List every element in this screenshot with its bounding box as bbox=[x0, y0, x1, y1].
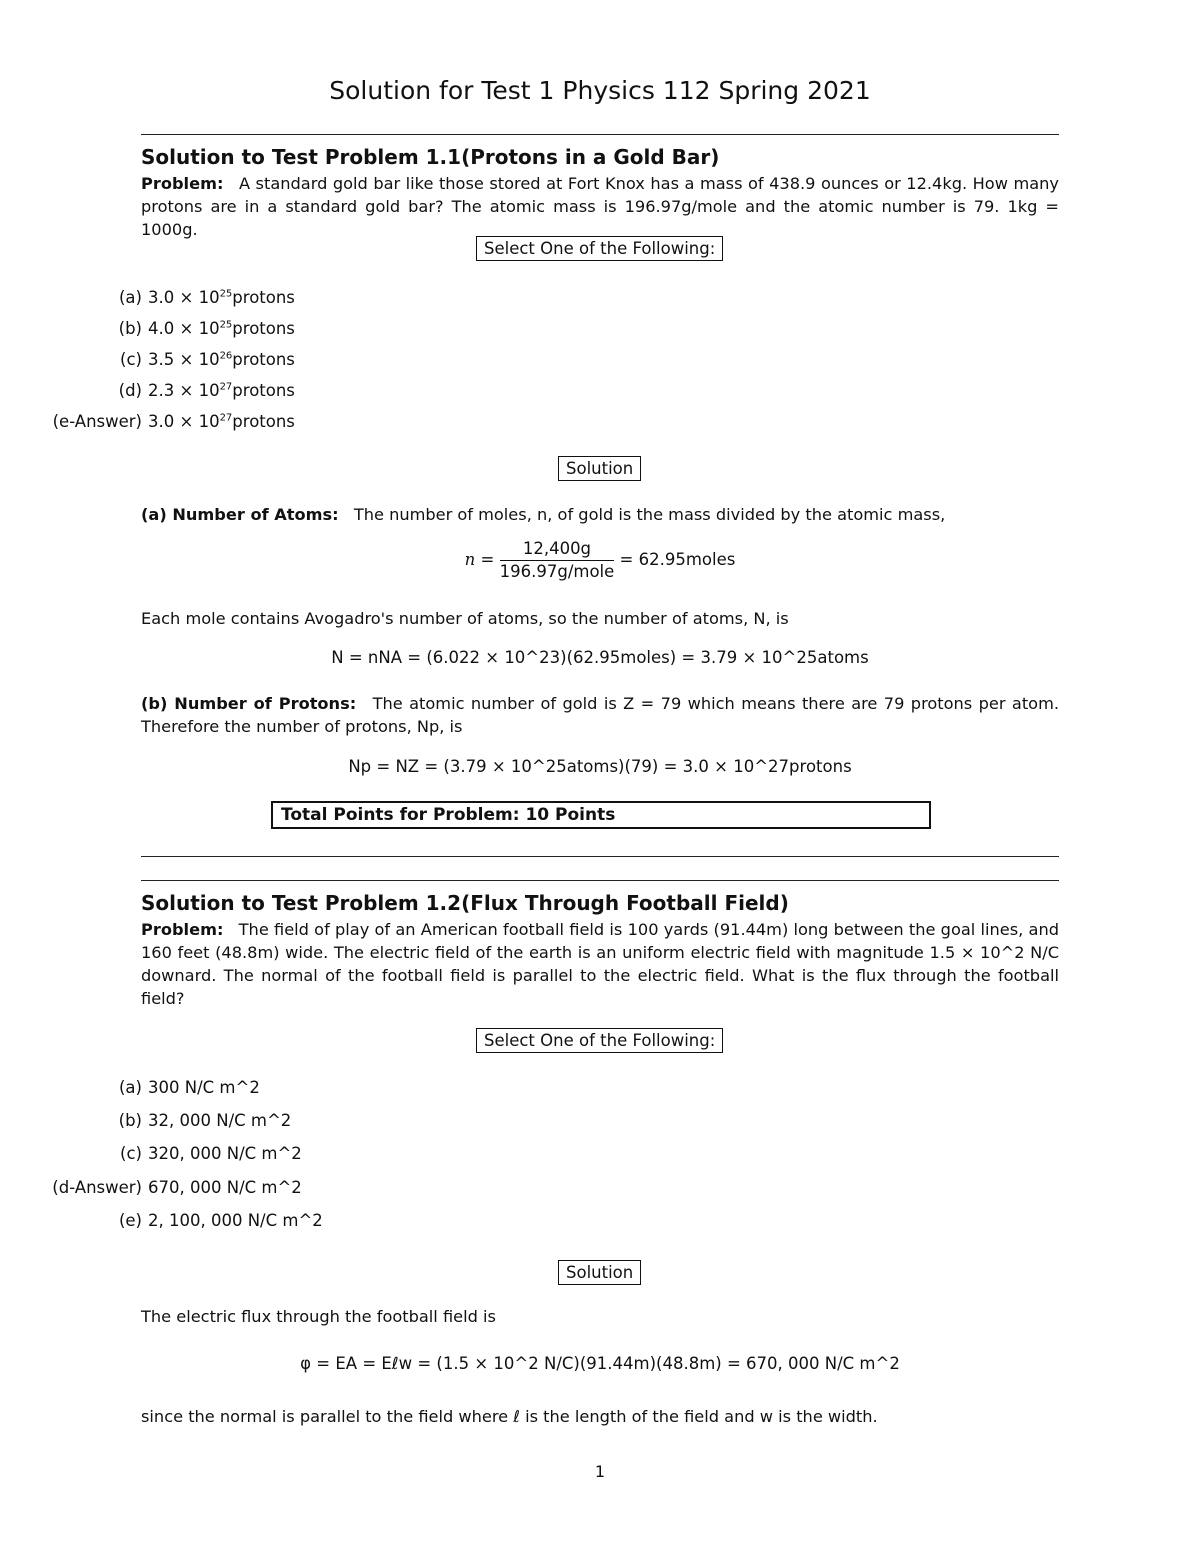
option-d: (d) $2.3 \times 10^{27}protons$ bbox=[46, 381, 295, 400]
option-d-answer: (d-Answer) 670, 000 N/C m^2 bbox=[46, 1178, 302, 1197]
divider bbox=[141, 134, 1059, 135]
option-key: (d) bbox=[118, 381, 142, 400]
option-key: (d-Answer) bbox=[52, 1178, 142, 1197]
select-one-box: Select One of the Following: bbox=[476, 236, 723, 261]
flux-equation: φ = EA = Eℓw = (1.5 × 10^2 N/C)(91.44m)(48.8m) = 670, 000 N/C m^2 bbox=[300, 1354, 900, 1373]
part-b-label: (b) Number of Protons: bbox=[141, 694, 357, 713]
divider bbox=[141, 856, 1059, 857]
divider bbox=[141, 880, 1059, 881]
option-key: (c) bbox=[120, 350, 142, 369]
solution-box: Solution bbox=[558, 456, 641, 481]
moles-equation: n = 12,400g 196.97g/mole = 62.95moles bbox=[464, 539, 736, 581]
atoms-equation: N = nNA = (6.022 × 10^23)(62.95moles) = 3.79 × 10^25atoms bbox=[331, 648, 869, 667]
option-b: (b) $4.0 \times 10^{25}protons$ bbox=[46, 319, 295, 338]
protons-equation: Np = NZ = (3.79 × 10^25atoms)(79) = 3.0 × 10^27protons bbox=[348, 757, 852, 776]
option-a: (a) $3.0 \times 10^{25}protons$ bbox=[46, 288, 295, 307]
page-number: 1 bbox=[594, 1462, 606, 1481]
option-key: (e-Answer) bbox=[52, 412, 142, 431]
option-key: (a) bbox=[119, 288, 142, 307]
select-one-box: Select One of the Following: bbox=[476, 1028, 723, 1053]
page-title: Solution for Test 1 Physics 112 Spring 2021 bbox=[329, 76, 871, 105]
part-b-paragraph bbox=[141, 692, 1059, 738]
option-c: (c) 320, 000 N/C m^2 bbox=[46, 1144, 302, 1163]
option-e-answer: (e-Answer) $3.0 \times 10^{27}protons$ bbox=[46, 412, 295, 431]
problem-1-1-statement bbox=[141, 172, 1059, 241]
total-points-box: Total Points for Problem: 10 Points bbox=[271, 801, 931, 829]
problem-label: Problem: bbox=[141, 174, 224, 193]
part-b-text: The atomic number of gold is Z = 79 which means there are 79 protons per atom. Therefore the number of protons, Np, is bbox=[141, 694, 1060, 736]
option-e: (e) 2, 100, 000 N/C m^2 bbox=[46, 1211, 323, 1230]
part-a-label: (a) Number of Atoms: bbox=[141, 505, 339, 524]
problem-1-1-heading: Solution to Test Problem 1.1(Protons in a Gold Bar) bbox=[141, 145, 720, 169]
problem-1-2-text: The field of play of an American football field is 100 yards (91.44m) long between the goal lines, and 160 feet (48.8m) wide. The electric field of the earth is an uniform electric field with magnitude 1.5 × 10^2 N/C downard. The normal of the football field is parallel to the electric field. What is the flux through the football field? bbox=[141, 920, 1059, 1008]
option-key: (c) bbox=[120, 1144, 142, 1163]
flux-intro: The electric flux through the football field is bbox=[141, 1307, 496, 1326]
part-a-text: The number of moles, n, of gold is the mass divided by the atomic mass, bbox=[353, 505, 946, 524]
option-c: (c) $3.5 \times 10^{26}protons$ bbox=[46, 350, 295, 369]
part-a-paragraph bbox=[141, 503, 1059, 526]
solution-box: Solution bbox=[558, 1260, 641, 1285]
option-a: (a) 300 N/C m^2 bbox=[46, 1078, 260, 1097]
problem-label: Problem: bbox=[141, 920, 224, 939]
problem-1-2-heading: Solution to Test Problem 1.2(Flux Through Football Field) bbox=[141, 891, 789, 915]
option-key: (e) bbox=[118, 1211, 142, 1230]
avogadro-paragraph: Each mole contains Avogadro's number of atoms, so the number of atoms, N, is bbox=[141, 609, 789, 628]
option-key: (b) bbox=[118, 319, 142, 338]
closing-paragraph: since the normal is parallel to the field where ℓ is the length of the field and w is the width. bbox=[141, 1407, 878, 1426]
option-key: (a) bbox=[119, 1078, 142, 1097]
option-key: (b) bbox=[118, 1111, 142, 1130]
problem-1-2-statement bbox=[141, 918, 1059, 1010]
problem-1-1-text: A standard gold bar like those stored at Fort Knox has a mass of 438.9 ounces or 12.4kg. How many protons are in a standard gold bar? The atomic mass is 196.97g/mole and the atomic number is 79. 1kg = 1000g. bbox=[141, 174, 1059, 239]
option-b: (b) 32, 000 N/C m^2 bbox=[46, 1111, 291, 1130]
